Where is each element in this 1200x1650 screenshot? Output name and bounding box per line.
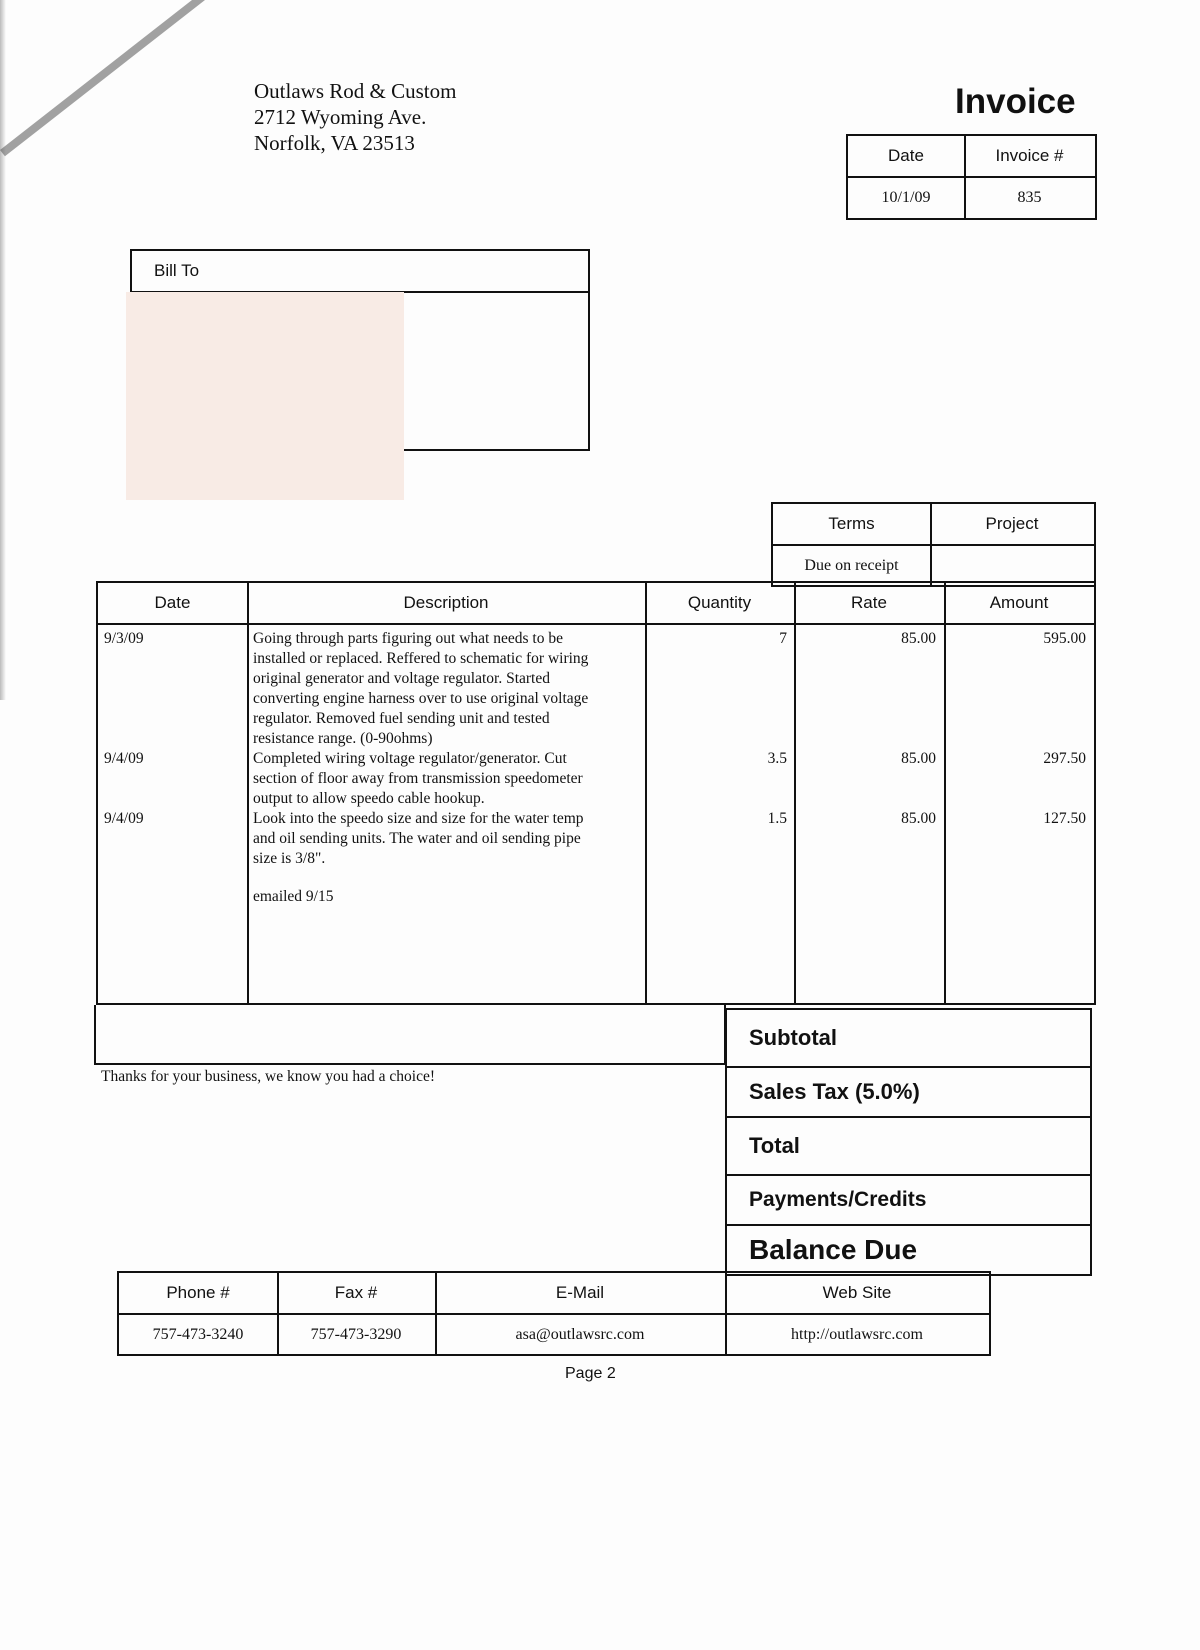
company-address-line1: 2712 Wyoming Ave. — [254, 105, 427, 129]
col-header-rate: Rate — [851, 593, 887, 612]
company-address-line2: Norfolk, VA 23513 — [254, 131, 415, 155]
row3-description: Look into the speedo size and size for the water temp and oil sending units. The water and oil sending pipe size is 3/8". — [253, 810, 584, 867]
row2-rate: 85.00 — [901, 750, 936, 767]
project-label: Project — [985, 514, 1039, 533]
phone-label: Phone # — [166, 1283, 230, 1302]
row2-quantity: 3.5 — [767, 750, 787, 767]
row1-amount: 595.00 — [1043, 630, 1086, 647]
page-number: Page 2 — [565, 1365, 616, 1382]
scan-shadow — [0, 0, 6, 700]
email-value[interactable]: asa@outlawsrc.com — [515, 1325, 645, 1343]
subtotal-label: Subtotal — [727, 1010, 1090, 1068]
totals-table — [725, 1008, 1092, 1276]
row2-date: 9/4/09 — [104, 750, 144, 767]
thanks-message: Thanks for your business, we know you had a choice! — [101, 1068, 436, 1085]
memo-box — [94, 1005, 726, 1065]
terms-label: Terms — [828, 514, 875, 533]
website-value[interactable]: http://outlawsrc.com — [791, 1325, 923, 1343]
project-value — [930, 546, 1094, 586]
terms-table — [771, 502, 1096, 587]
row1-rate: 85.00 — [901, 630, 936, 647]
col-header-amount: Amount — [989, 593, 1049, 612]
row3-quantity: 1.5 — [767, 810, 787, 827]
row2-description: Completed wiring voltage regulator/generator. Cut section of floor away from transmission speedometer output to allow speedo cable hookup. — [253, 750, 583, 807]
row3-amount: 127.50 — [1043, 810, 1086, 827]
scan-fold-mark — [0, 0, 210, 156]
col-header-description: Description — [403, 593, 489, 612]
row-note: emailed 9/15 — [253, 888, 334, 905]
row1-quantity: 7 — [779, 630, 787, 647]
row3-rate: 85.00 — [901, 810, 936, 827]
col-header-quantity: Quantity — [687, 593, 752, 612]
row1-description: Going through parts figuring out what needs to be installed or replaced. Reffered to schematic for wiring original generator and voltage regulator. Started converting engine harness over to use original voltage regulator. Removed fuel sending unit and tested resistance range. (0-90ohms) — [253, 630, 589, 747]
redacted-address — [126, 292, 404, 500]
invoice-title: Invoice — [955, 82, 1076, 121]
balance-due-label: Balance Due — [749, 1234, 918, 1265]
invoice-header-table — [846, 134, 1097, 220]
payments-credits-label: Payments/Credits — [727, 1176, 1090, 1226]
header-invoice-label: Invoice # — [995, 146, 1064, 165]
company-name: Outlaws Rod & Custom — [254, 79, 457, 103]
website-label: Web Site — [822, 1283, 892, 1302]
fax-value: 757-473-3290 — [310, 1325, 402, 1343]
email-label: E-Mail — [555, 1283, 605, 1302]
header-date-value: 10/1/09 — [881, 189, 931, 206]
total-label: Total — [727, 1118, 1090, 1176]
header-invoice-value: 835 — [1017, 189, 1042, 206]
contact-table — [117, 1271, 991, 1356]
bill-to-label: Bill To — [154, 261, 200, 280]
sales-tax-label: Sales Tax (5.0%) — [727, 1068, 1090, 1118]
company-block — [254, 78, 456, 156]
row3-date: 9/4/09 — [104, 810, 144, 827]
phone-value: 757-473-3240 — [152, 1325, 244, 1343]
terms-value: Due on receipt — [804, 557, 899, 574]
row2-amount: 297.50 — [1043, 750, 1086, 767]
header-date-label: Date — [888, 146, 924, 165]
fax-label: Fax # — [334, 1283, 378, 1302]
row1-date: 9/3/09 — [104, 630, 144, 647]
line-items-table — [96, 581, 1096, 1005]
col-header-date: Date — [154, 593, 191, 612]
